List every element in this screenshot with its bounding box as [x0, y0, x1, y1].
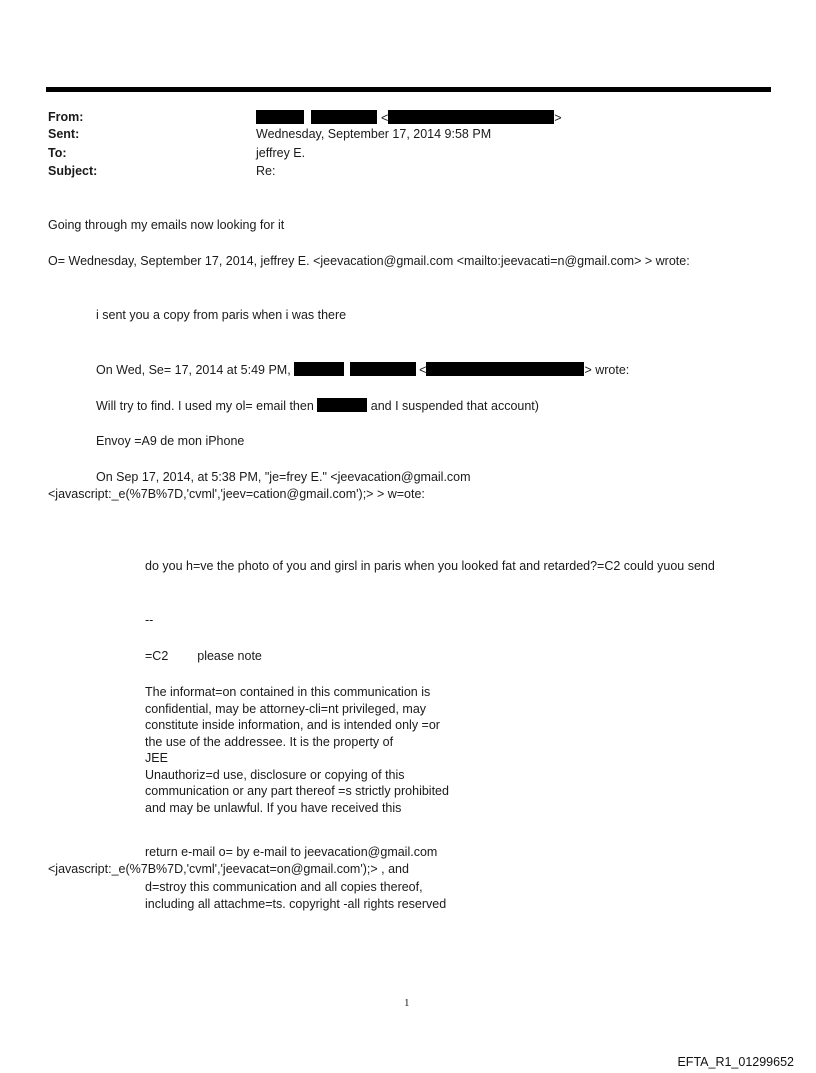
disclaimer-line: constitute inside information, and is intended only =or [145, 718, 440, 732]
body-line-9: do you h=ve the photo of you and girsl in paris when you looked fat and retarded?=C2 could yuou send [145, 559, 715, 573]
return-line-4: including all attachme=ts. copyright -all rights reserved [145, 897, 447, 911]
redaction-block [388, 110, 554, 124]
to-value: jeffrey E. [256, 146, 306, 160]
return-line-2 [48, 862, 409, 877]
disclaimer-line: and may be unlawful. If you have received this [145, 800, 402, 815]
signature-separator: -- [145, 613, 154, 627]
body-line-3: i sent you a copy from paris when i was there [96, 308, 347, 322]
document-id: EFTA_R1_01299652 [677, 1055, 794, 1069]
from-lt: < [380, 111, 389, 125]
return-line-2-text: <javascript:_e(%7B%7D,'cvml','jeevacat=on@gmail.com');> , and [48, 862, 409, 876]
body-line-11 [145, 649, 262, 664]
return-line-1: return e-mail o= by e-mail to jeevacation@gmail.com [145, 845, 438, 859]
sent-label: Sent: [48, 127, 80, 141]
disclaimer-line: Unauthoriz=d use, disclosure or copying of this [145, 767, 405, 782]
disclaimer-line: the use of the addressee. It is the property of [145, 734, 394, 749]
disclaimer-line: The informat=on contained in this communication is [145, 685, 431, 699]
redaction-block [311, 110, 377, 124]
body-line-8: <javascript:_e(%7B%7D,'cvml','jeev=cation@gmail.com');> > w=ote: [48, 487, 425, 501]
page-number: 1 [404, 997, 410, 1009]
disclaimer-line: confidential, may be attorney-cli=nt privileged, may [145, 701, 427, 716]
header-rule [46, 87, 771, 92]
redaction-block [256, 110, 304, 124]
return-line-3: d=stroy this communication and all copies thereof, [145, 880, 423, 894]
body-line-4-lt: < [419, 363, 427, 377]
subject-value: Re: [256, 164, 276, 178]
body-line-4-b: > wrote: [584, 363, 630, 377]
body-line-11-a: =C2 [145, 649, 169, 663]
from-label: From: [48, 110, 84, 124]
body-line-4-a: On Wed, Se= 17, 2014 at 5:49 PM, [96, 363, 291, 377]
redaction-block [350, 362, 416, 376]
redaction-block [426, 362, 584, 376]
body-line-11-b: please note [197, 649, 262, 663]
body-line-1: Going through my emails now looking for it [48, 218, 285, 232]
disclaimer-line: JEE [145, 751, 168, 765]
disclaimer-block [145, 684, 449, 816]
to-label: To: [48, 146, 67, 160]
redaction-block [294, 362, 344, 376]
subject-label: Subject: [48, 164, 98, 178]
body-line-5 [96, 398, 539, 414]
from-gt: > [554, 111, 562, 125]
body-line-4 [96, 362, 629, 378]
body-line-2: O= Wednesday, September 17, 2014, jeffrey E. <jeevacation@gmail.com <mailto:jeevacati=n@gmail.com> > wrote: [48, 254, 690, 268]
body-line-7: On Sep 17, 2014, at 5:38 PM, "je=frey E." <jeevacation@gmail.com [96, 470, 471, 484]
body-line-5-b: and I suspended that account) [370, 399, 539, 413]
body-line-6: Envoy =A9 de mon iPhone [96, 434, 245, 448]
redaction-block [317, 398, 367, 412]
from-value [256, 110, 562, 126]
sent-value: Wednesday, September 17, 2014 9:58 PM [256, 127, 492, 141]
body-line-5-a: Will try to find. I used my ol= email then [96, 399, 314, 413]
disclaimer-line: communication or any part thereof =s strictly prohibited [145, 784, 449, 798]
